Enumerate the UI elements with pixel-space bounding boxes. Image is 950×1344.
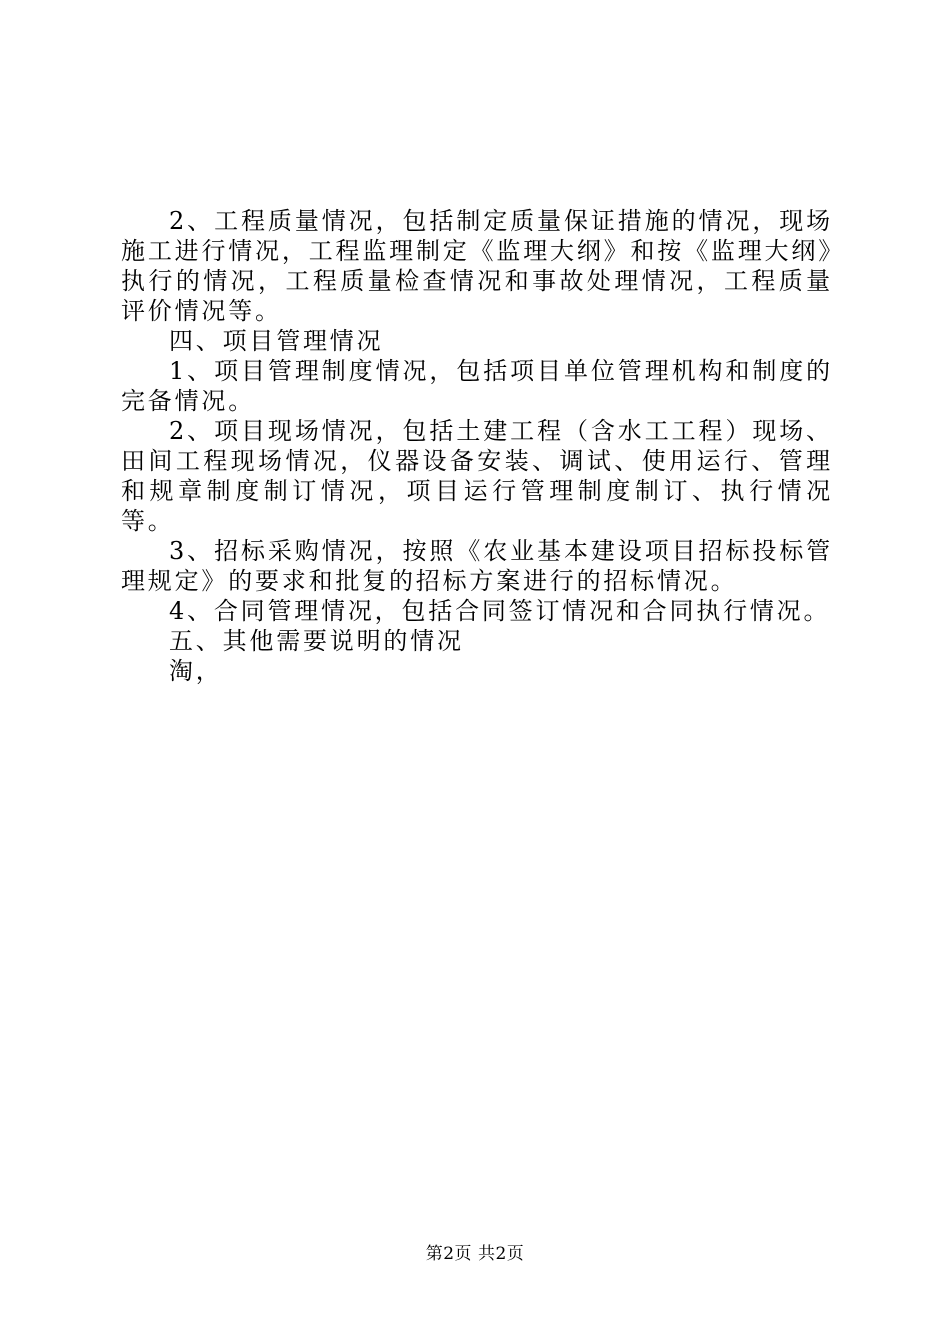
section-heading-project-management: 四、项目管理情况 (169, 327, 384, 355)
document-body (121, 206, 833, 686)
paragraph-trailing-text: 淘， (169, 657, 223, 685)
paragraph-management-system: 1、项目管理制度情况，包括项目单位管理机构和制度的完备情况。 (121, 357, 833, 415)
paragraph-tender-procurement: 3、招标采购情况，按照《农业基本建设项目招标投标管理规定》的要求和批复的招标方案进行的招标情况。 (121, 537, 833, 595)
paragraph-project-site: 2、项目现场情况，包括土建工程（含水工工程）现场、田间工程现场情况，仪器设备安装、调试、使用运行、管理和规章制度制订情况，项目运行管理制度制订、执行情况等。 (121, 417, 833, 535)
paragraph-engineering-quality: 2、工程质量情况，包括制定质量保证措施的情况，现场施工进行情况，工程监理制定《监理大纲》和按《监理大纲》执行的情况，工程质量检查情况和事故处理情况，工程质量评价情况等。 (121, 207, 833, 325)
paragraph-contract-management: 4、合同管理情况，包括合同签订情况和合同执行情况。 (169, 597, 831, 625)
page-number-footer: 第2页 共2页 (425, 1244, 525, 1264)
section-heading-other: 五、其他需要说明的情况 (169, 627, 464, 655)
